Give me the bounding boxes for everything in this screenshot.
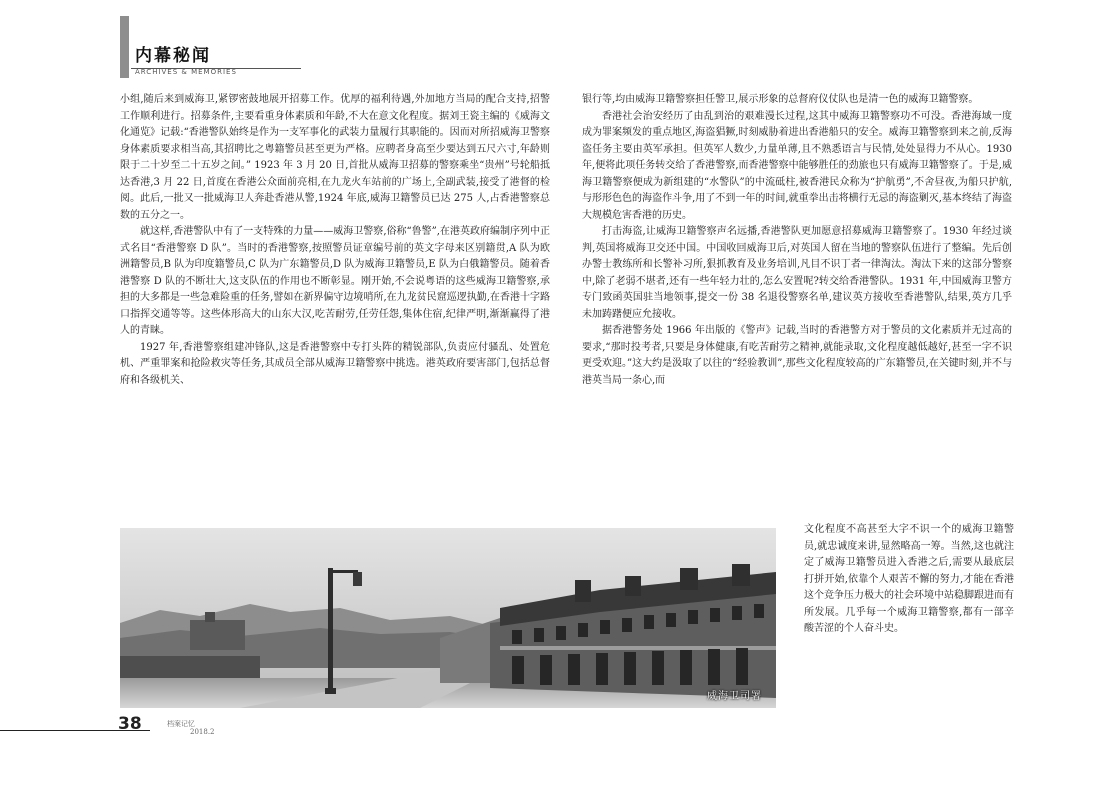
photo-caption: 威海卫司署	[707, 691, 762, 702]
section-subtitle: ARCHIVES & MEMORIES	[135, 68, 237, 76]
paragraph: 小组,随后来到威海卫,紧锣密鼓地展开招募工作。优厚的福利待遇,外加地方当局的配合支持,招警工作顺利进行。招募条件,主要看重身体素质和年龄,不大在意文化程度。据刘王瓷主编的《威海文化通览》记载:“香港警队始终是作为一支军事化的武装力量履行其职能的。因而对所招威海卫警察身体素质要求相当高,其招聘比之粤籍警员甚至更为严格。应聘者身高至少要达到五尺六寸,年龄则限于二十岁至二十五岁之间。” 1923 年 3 月 20 日,首批从威海卫招募的警察乘坐“贵州”号轮船抵达香港,3 月 22 日,首度在香港公众面前亮相,在九龙火车站前的广场上,全副武装,接受了港督的检阅。此后,一批又一批威海卫人奔赴香港从警,1924 年底,威海卫籍警员已达 275 人,占香港警察总数的五分之一。	[120, 94, 550, 221]
paragraph: 据香港警务处 1966 年出版的《警声》记载,当时的香港警方对于警员的文化素质并无过高的要求,“那时投考者,只要是身体健康,有吃苦耐劳之精神,就能录取,文化程度越低越好,甚至一字不识更受欢迎。”这大约是汲取了以往的“经验教训”,那些文化程度较高的广东籍警员,在关键时刻,并不与港英当局一条心,而	[582, 325, 1012, 386]
paragraph: 打击海盗,让威海卫籍警察声名远播,香港警队更加愿意招募威海卫籍警察了。1930 年经过谈判,英国将威海卫交还中国。中国收回威海卫后,对英国人留在当地的警察队伍进行了整编。先后创办警士教练所和长警补习所,狠抓教育及业务培训,凡目不识丁者一律淘汰。淘汰下来的这部分警察中,除了老弱不堪者,还有一些年轻力壮的,怎么安置呢?转交给香港警队。1931 年,中国威海卫警方专门致函英国驻当地领事,提交一份 38 名退役警察名单,建议英方接收至香港警队,结果,英方几乎未加踌躇便应允接收。	[582, 226, 1012, 320]
section-header	[135, 46, 211, 66]
paragraph: 1927 年,香港警察组建冲锋队,这是香港警察中专打头阵的精锐部队,负责应付骚乱、处置危机、严重罪案和抢险救灾等任务,其成员全部从威海卫籍警察中挑选。港英政府要害部门,包括总督府和各级机关、	[120, 341, 550, 386]
issue-label: 2018.2	[190, 728, 215, 736]
article-column-right	[582, 92, 1012, 389]
paragraph: 银行等,均由威海卫籍警察担任警卫,展示形象的总督府仪仗队也是清一色的威海卫籍警察。	[582, 94, 979, 105]
paragraph: 文化程度不高甚至大字不识一个的威海卫籍警员,就忠诚度来讲,显然略高一筹。当然,这也就注定了威海卫籍警员进入香港之后,需要从最底层打拼开始,依靠个人艰苦不懈的努力,才能在香港这个竞争压力极大的社会环境中站稳脚跟进而有所发展。几乎每一个威海卫籍警察,都有一部辛酸苦涩的个人奋斗史。	[804, 524, 1014, 634]
paragraph: 香港社会治安经历了由乱到治的艰难漫长过程,这其中威海卫籍警察功不可没。香港海域一度成为罪案频发的重点地区,海盗猖獗,时刻威胁着进出香港船只的安全。威海卫籍警察到来之前,反海盗任务主要由英军承担。但英军人数少,力量单薄,且不熟悉语言与民情,处处显得力不从心。1930 年,便将此项任务转交给了香港警察,而香港警察中能够胜任的劲旅也只有威海卫籍警察了。于是,威海卫籍警察便成为新组建的“水警队”的中流砥柱,被香港民众称为“护航勇”,不舍昼夜,为船只护航,与形形色色的海盗作斗争,用了不到一年的时间,就重拳出击将横行无忌的海盗剿灭,基本终结了海盗大规模危害香港的历史。	[582, 110, 1012, 221]
header-accent-bar	[120, 16, 129, 78]
street-scene-illustration	[120, 528, 776, 708]
article-column-left	[120, 92, 550, 389]
section-title: 内幕秘闻	[135, 46, 211, 66]
paragraph: 就这样,香港警队中有了一支特殊的力量——威海卫警察,俗称“鲁警”,在港英政府编制序列中正式名目“香港警察 D 队”。当时的香港警察,按照警员证章编号前的英文字母来区别籍贯,A 队为欧洲籍警员,B 队为印度籍警员,C 队为广东籍警员,D 队为威海卫籍警员,E 队为白俄籍警员。随着香港警察 D 队的不断壮大,这支队伍的作用也不断彰显。刚开始,不会说粤语的这些威海卫籍警察,承担的大多都是一些急难险重的任务,譬如在新界偏守边境哨所,在九龙贫民窟巡逻执勤,在香港十字路口指挥交通等等。这些体形高大的山东大汉,吃苦耐劳,任劳任怨,集体住宿,纪律严明,渐渐赢得了港人的青睐。	[120, 226, 550, 336]
historical-photo	[120, 528, 776, 708]
article-wrap-text	[804, 522, 1014, 638]
page-number: 38	[118, 714, 142, 734]
magazine-name: 档案记忆	[167, 720, 195, 728]
